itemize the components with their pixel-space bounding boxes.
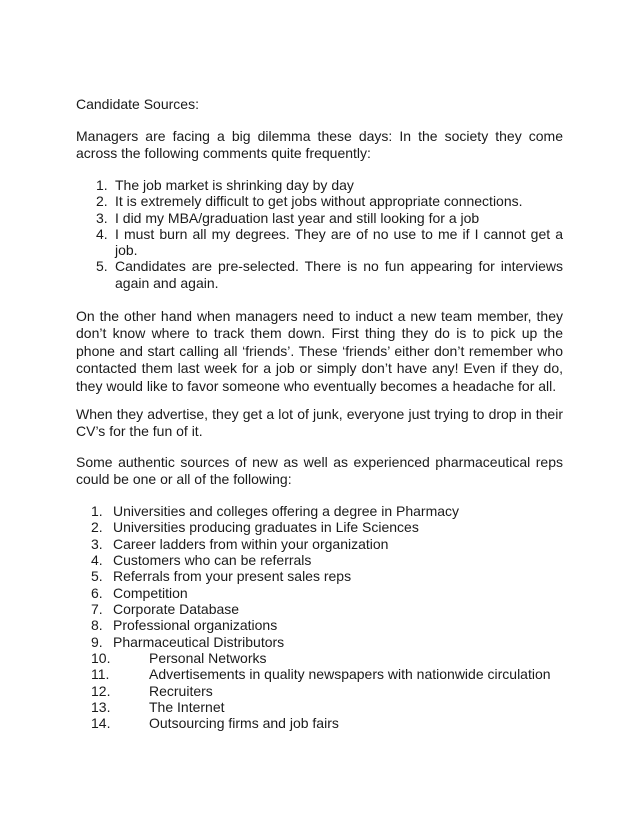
list-item — [91, 715, 571, 731]
list-item-text: Pharmaceutical Distributors — [113, 633, 285, 650]
list-item-text: Candidates are pre-selected. There is no fun appearing for interviews again and again. — [115, 258, 563, 291]
list-item-number: 9. — [91, 633, 103, 650]
list-item-text: Advertisements in quality newspapers with nationwide circulation — [149, 666, 551, 683]
list-item-number: 7. — [91, 601, 103, 618]
list-item-text: Professional organizations — [113, 617, 278, 634]
list-item-text: Outsourcing firms and job fairs — [149, 715, 339, 732]
sources-list — [91, 503, 571, 732]
list-item — [96, 258, 563, 291]
list-item-text: Corporate Database — [113, 601, 240, 618]
list-item-text: Personal Networks — [149, 650, 267, 667]
list-item-text: I did my MBA/graduation last year and still looking for a job — [115, 209, 480, 226]
list-item — [96, 177, 563, 193]
list-item-number: 14. — [91, 715, 111, 732]
list-item — [91, 519, 571, 535]
body-paragraph: When they advertise, they get a lot of junk, everyone just trying to drop in their CV’s for the fun of it. — [76, 406, 563, 440]
list-item — [91, 617, 571, 633]
list-item — [91, 650, 571, 666]
list-item-number: 1. — [96, 177, 108, 193]
list-item — [96, 226, 563, 259]
list-item-number: 3. — [91, 535, 103, 552]
body-paragraph: Some authentic sources of new as well as experienced pharmaceutical reps could be one or all of the following: — [76, 454, 563, 488]
list-item — [91, 503, 571, 519]
list-item-number: 4. — [91, 552, 103, 569]
list-item-text: The Internet — [149, 699, 225, 716]
comments-list — [96, 177, 563, 291]
list-item-number: 3. — [96, 209, 108, 226]
list-item-text: Career ladders from within your organization — [113, 535, 389, 552]
list-item — [91, 568, 571, 584]
list-item-number: 5. — [96, 258, 108, 275]
list-item-text: I must burn all my degrees. They are of no use to me if I cannot get a job. — [115, 225, 563, 259]
list-item-number: 8. — [91, 617, 103, 634]
list-item — [91, 536, 571, 552]
list-item-number: 6. — [91, 584, 103, 601]
list-item — [96, 210, 563, 226]
section-heading: Candidate Sources: — [76, 96, 199, 112]
list-item-text: Customers who can be referrals — [113, 552, 312, 569]
list-item-number: 10. — [91, 650, 111, 667]
list-item-text: It is extremely difficult to get jobs without appropriate connections. — [115, 193, 523, 210]
list-item-text: Competition — [113, 584, 188, 601]
list-item-text: The job market is shrinking day by day — [115, 177, 354, 193]
list-item-number: 4. — [96, 225, 108, 242]
list-item — [91, 552, 571, 568]
list-item-text: Universities producing graduates in Life Sciences — [113, 519, 419, 536]
list-item — [91, 699, 571, 715]
list-item — [91, 585, 571, 601]
list-item-number: 11. — [91, 666, 110, 683]
list-item — [91, 601, 571, 617]
list-item-number: 2. — [91, 519, 103, 536]
list-item-number: 2. — [96, 193, 108, 210]
list-item-text: Referrals from your present sales reps — [113, 568, 352, 585]
list-item — [91, 666, 571, 682]
list-item-number: 1. — [91, 503, 103, 519]
list-item — [96, 193, 563, 209]
list-item-number: 12. — [91, 682, 111, 699]
list-item-text: Recruiters — [149, 682, 213, 699]
intro-paragraph: Managers are facing a big dilemma these days: In the society they come across the following comments quite frequently: — [76, 128, 563, 161]
list-item-text: Universities and colleges offering a degree in Pharmacy — [113, 503, 460, 519]
list-item — [91, 683, 571, 699]
list-item-number: 13. — [91, 699, 111, 716]
body-paragraph: On the other hand when managers need to induct a new team member, they don’t know where to track them down. First thing they do is to pick up the phone and start calling all ‘friends’. These ‘friends’ either don’t remember who contacted them last week for a job or simply don’t have any! Even if they do, they would like to favor someone who eventually becomes a headache for all. — [76, 308, 563, 394]
list-item — [91, 634, 571, 650]
list-item-number: 5. — [91, 568, 103, 585]
